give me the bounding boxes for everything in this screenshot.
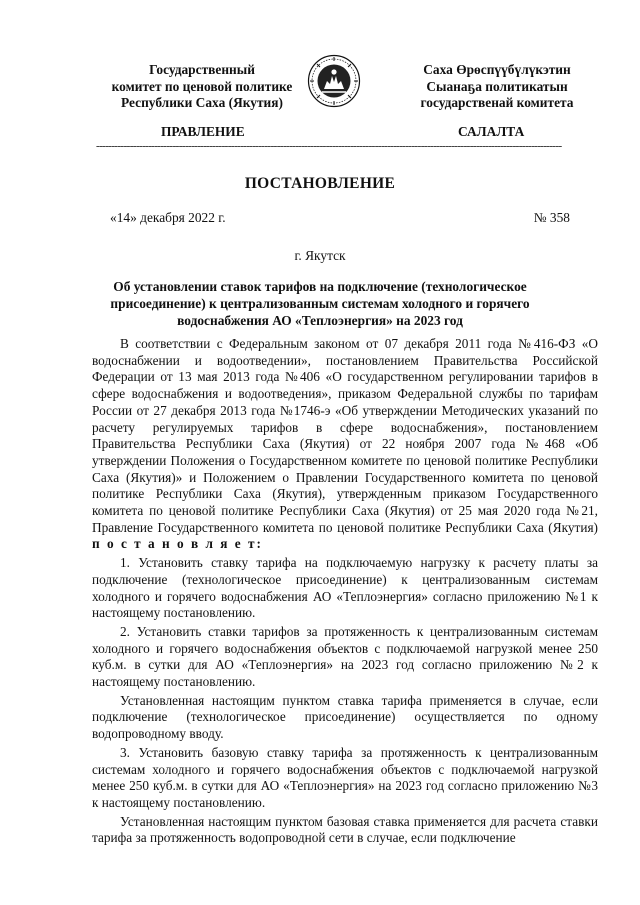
preamble-text: В соответствии с Федеральным законом от 07 декабря 2011 года №416-ФЗ «О водоснабжении и водоотведении», постановлением Правительства Российской Федерации от 13 мая 2013 года №406 «О государственном регулировании тарифов в сфере водоснабжения и водоотведения», приказом Федеральной службы по тарифам России от 27 декабря 2013 года №1746-э «Об утверждении Методических указаний по расчету регулируемых тарифов в сфере водоснабжения», постановлением Правительства Республики Саха (Якутия) от 22 ноября 2007 года №468 «Об утверждении Положения о Государственном комитете по ценовой политике Республики Саха (Якутия)» и Положением о Правлении Государственного комитета по ценовой политике Республики Саха (Якутия), утвержденным приказом Государственного комитета по ценовой политике Республики Саха (Якутия) от 25 мая 2020 года №21, Правление Государственного комитета по ценовой политике Республики Саха (Якутия) xyxy=(92,336,598,535)
document-subject: Об установлении ставок тарифов на подключение (технологическое присоединение) к централизованным системам холодного и горячего водоснабжения АО «Теплоэнергия» на 2023 год xyxy=(110,279,530,328)
document-number: № 358 xyxy=(533,210,570,225)
item-paragraph: 2. Установить ставки тарифов за протяженность к централизованным системам холодного и горячего водоснабжения объектов с подключаемой нагрузкой менее 250 куб.м. в сутки для АО «Теплоэнергия» на 2023 год согласно приложению №2 к настоящему постановлению. xyxy=(92,623,598,690)
item-paragraph: Установленная настоящим пунктом базовая ставка применяется для расчета ставки тарифа за протяженность водопроводной сети в случае, если подключение xyxy=(92,813,598,846)
item-paragraph: 3. Установить базовую ставку тарифа за протяженность к централизованным системам холодного и горячего водоснабжения объектов с подключаемой нагрузкой менее 250 куб.м. в сутки для АО «Теплоэнергия» на 2023 год согласно приложению №3 к настоящему постановлению. xyxy=(92,744,598,810)
header-divider: -------------------------------------------------------------------------------------------------------------------------------------------------------- xyxy=(96,140,562,152)
document-date: «14» декабря 2022 г. xyxy=(110,210,226,225)
preamble-paragraph xyxy=(92,336,598,553)
item-paragraph: 1. Установить ставку тарифа на подключаемую нагрузку к расчету платы за подключение (технологическое присоединение) к централизованным системам холодного и горячего водоснабжения АО «Теплоэнергия» согласно приложению №1 к настоящему постановлению. xyxy=(92,555,598,621)
document-title: ПОСТАНОВЛЕНИЕ xyxy=(244,175,396,192)
header-left-line: комитет по ценовой политике xyxy=(111,78,293,94)
header-left-line: Республики Саха (Якутия) xyxy=(121,95,283,110)
header-right-line: Саха Өрөспүүбүлүкэтин xyxy=(423,62,571,77)
board-label-ru: ПРАВЛЕНИЕ xyxy=(161,124,245,139)
item-paragraph: Установленная настоящим пунктом ставка тарифа применяется в случае, если подключение (технологическое присоединение) осуществляется по одному водопроводному вводу. xyxy=(92,692,598,742)
header-left-line: Государственный xyxy=(149,62,255,77)
header-left-org xyxy=(92,62,312,112)
resolves-phrase: п о с т а н о в л я е т: xyxy=(92,536,263,552)
document-body xyxy=(92,336,598,849)
document-city: г. Якутск xyxy=(294,248,346,263)
header-right-org xyxy=(387,62,607,112)
coat-of-arms-emblem xyxy=(307,54,361,108)
header-right-line: государственай комитета xyxy=(420,95,574,110)
board-label-sakha: САЛАЛТА xyxy=(458,124,525,139)
header-right-line: Сыанаҕа политикатын xyxy=(426,78,568,94)
